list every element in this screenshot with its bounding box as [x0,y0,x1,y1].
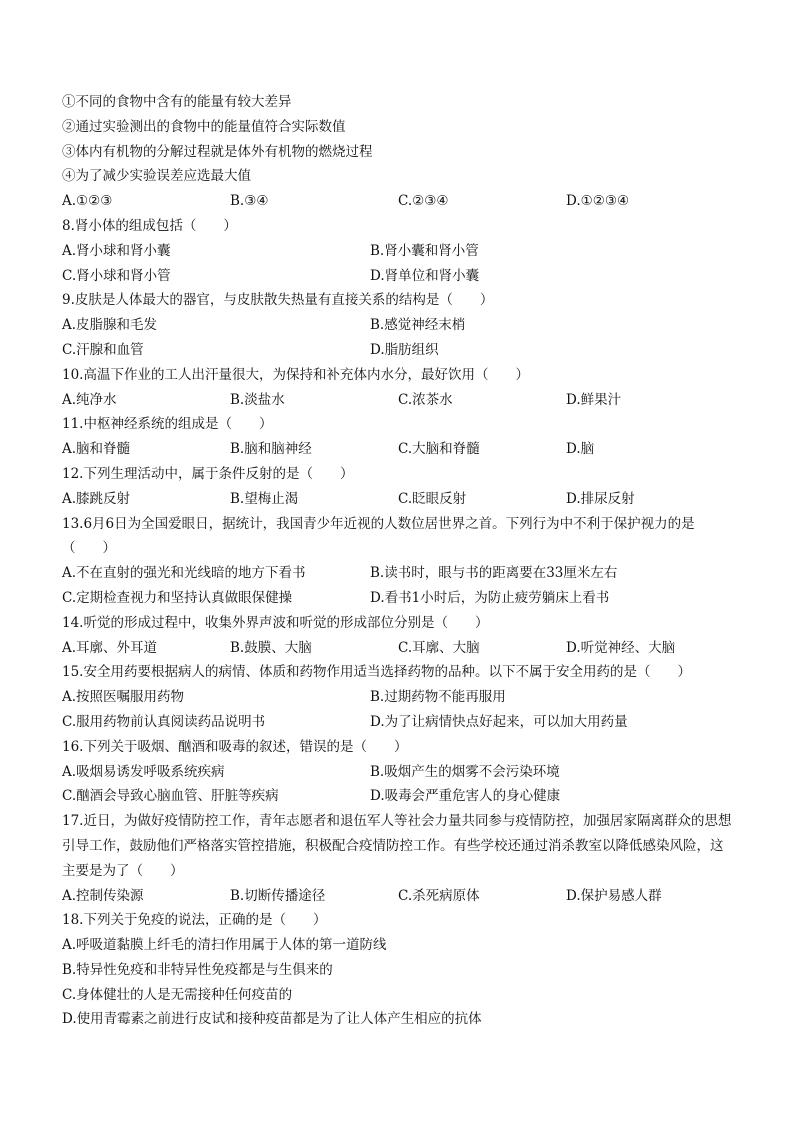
q7-option-a: A.①②③ [62,193,113,210]
q12-options [62,487,734,512]
q12-option-c: C.眨眼反射 [398,490,467,507]
q15-options-row1 [62,685,734,710]
q12-option-d: D.排尿反射 [566,490,635,507]
q10-stem: 10.高温下作业的工人出汗量很大，为保持和补充体内水分，最好饮用（ ） [62,366,529,383]
q14-option-b: B.鼓膜、大脑 [230,639,312,656]
q11-stem: 11.中枢神经系统的组成是（ ） [62,416,273,433]
q9-stem: 9.皮肤是人体最大的器官，与皮肤散失热量有直接关系的结构是（ ） [62,292,494,309]
q17-options [62,884,734,909]
q9-option-d: D.脂肪组织 [370,341,439,358]
q16-options-row1 [62,760,734,785]
q8-options-row2 [62,264,734,289]
q7-options [62,189,734,214]
q16-option-c: C.酗酒会导致心脑血管、肝脏等疾病 [62,788,279,805]
q10-option-d: D.鲜果汁 [566,391,622,408]
q15-option-c: C.服用药物前认真阅读药品说明书 [62,713,266,730]
q17-stem: 17.近日，为做好疫情防控工作，青年志愿者和退伍军人等社会力量共同参与疫情防控，加强居家隔离群众的思想引导工作，鼓励他们严格落实管控措施，积极配合疫情防控工作。有些学校还通过消杀教室以降低感染风险，这主要是为了（ ） [62,813,732,879]
q18-option-d: D.使用青霉素之前进行皮试和接种疫苗都是为了让人体产生相应的抗体 [62,1011,482,1028]
q10-option-a: A.纯净水 [62,391,117,408]
q8-option-d: D.肾单位和肾小囊 [370,267,480,284]
q15-option-b: B.过期药物不能再服用 [370,689,506,706]
q9-option-c: C.汗腺和血管 [62,341,144,358]
q11-option-d: D.脑 [566,441,595,458]
q18-option-a: A.呼吸道黏膜上纤毛的清扫作用属于人体的第一道防线 [62,937,387,954]
q12-stem: 12.下列生理活动中，属于条件反射的是（ ） [62,465,354,482]
q12-option-a: A.膝跳反射 [62,490,131,507]
q11-option-b: B.脑和脑神经 [230,441,312,458]
q13-options-row1 [62,561,734,586]
statement-1: ①不同的食物中含有的能量有较大差异 [62,94,292,110]
q18-option-c: C.身体健壮的人是无需接种任何疫苗的 [62,986,293,1003]
q13-option-b: B.读书时，眼与书的距离要在33厘米左右 [370,565,618,582]
q14-option-c: C.耳廓、大脑 [398,639,480,656]
q9-options-row2 [62,338,734,363]
q9-options-row1 [62,313,734,338]
q16-options-row2 [62,784,734,809]
q13-option-c: C.定期检查视力和坚持认真做眼保健操 [62,589,293,606]
q16-option-d: D.吸毒会严重危害人的身心健康 [370,788,561,805]
q8-option-b: B.肾小囊和肾小管 [370,242,479,259]
q11-option-a: A.脑和脊髓 [62,441,131,458]
q10-option-b: B.淡盐水 [230,391,285,408]
question-list [62,90,734,1032]
q10-option-c: C.浓茶水 [398,391,453,408]
q17-option-a: A.控制传染源 [62,887,144,904]
q14-options [62,636,734,661]
q15-option-d: D.为了让病情快点好起来，可以加大用药量 [370,713,628,730]
q13-options-row2 [62,586,734,611]
q13-stem: 13.6月6日为全国爱眼日，据统计，我国青少年近视的人数位居世界之首。下列行为中不利于保护视力的是（ ） [62,515,695,557]
q15-options-row2 [62,710,734,735]
q9-option-b: B.感觉神经末梢 [370,317,466,334]
q18-option-b: B.特异性免疫和非特异性免疫都是与生俱来的 [62,961,333,978]
q7-option-b: B.③④ [230,193,269,210]
q13-option-a: A.不在直射的强光和光线暗的地方下看书 [62,565,306,582]
q13-option-d: D.看书1小时后，为防止疲劳躺床上看书 [370,589,610,606]
q17-option-c: C.杀死病原体 [398,887,480,904]
q7-option-c: C.②③④ [398,193,449,210]
q7-option-d: D.①②③④ [566,193,630,210]
q17-option-d: D.保护易感人群 [566,887,662,904]
q8-options-row1 [62,239,734,264]
q14-option-a: A.耳廓、外耳道 [62,639,158,656]
q9-option-a: A.皮脂腺和毛发 [62,317,158,334]
q8-option-c: C.肾小球和肾小管 [62,267,171,284]
q11-options [62,437,734,462]
statement-3: ③体内有机物的分解过程就是体外有机物的燃烧过程 [62,143,373,160]
q10-options [62,388,734,413]
q16-stem: 16.下列关于吸烟、酗酒和吸毒的叙述，错误的是（ ） [62,738,408,755]
q14-stem: 14.听觉的形成过程中，收集外界声波和听觉的形成部位分别是（ ） [62,614,489,631]
statement-2: ②通过实验测出的食物中的能量值符合实际数值 [62,118,346,135]
q16-option-a: A.吸烟易诱发呼吸系统疾病 [62,763,225,780]
q15-option-a: A.按照医嘱服用药物 [62,689,185,706]
q14-option-d: D.听觉神经、大脑 [566,639,676,656]
q8-option-a: A.肾小球和肾小囊 [62,242,171,259]
q11-option-c: C.大脑和脊髓 [398,441,480,458]
q8-stem: 8.肾小体的组成包括（ ） [62,217,237,234]
statement-4: ④为了减少实验误差应选最大值 [62,168,251,185]
q18-stem: 18.下列关于免疫的说法，正确的是（ ） [62,912,327,929]
q15-stem: 15.安全用药要根据病人的病情、体质和药物作用适当选择药物的品种。以下不属于安全用药的是（ ） [62,664,691,681]
q16-option-b: B.吸烟产生的烟雾不会污染环境 [370,763,560,780]
q17-option-b: B.切断传播途径 [230,887,326,904]
q12-option-b: B.望梅止渴 [230,490,299,507]
